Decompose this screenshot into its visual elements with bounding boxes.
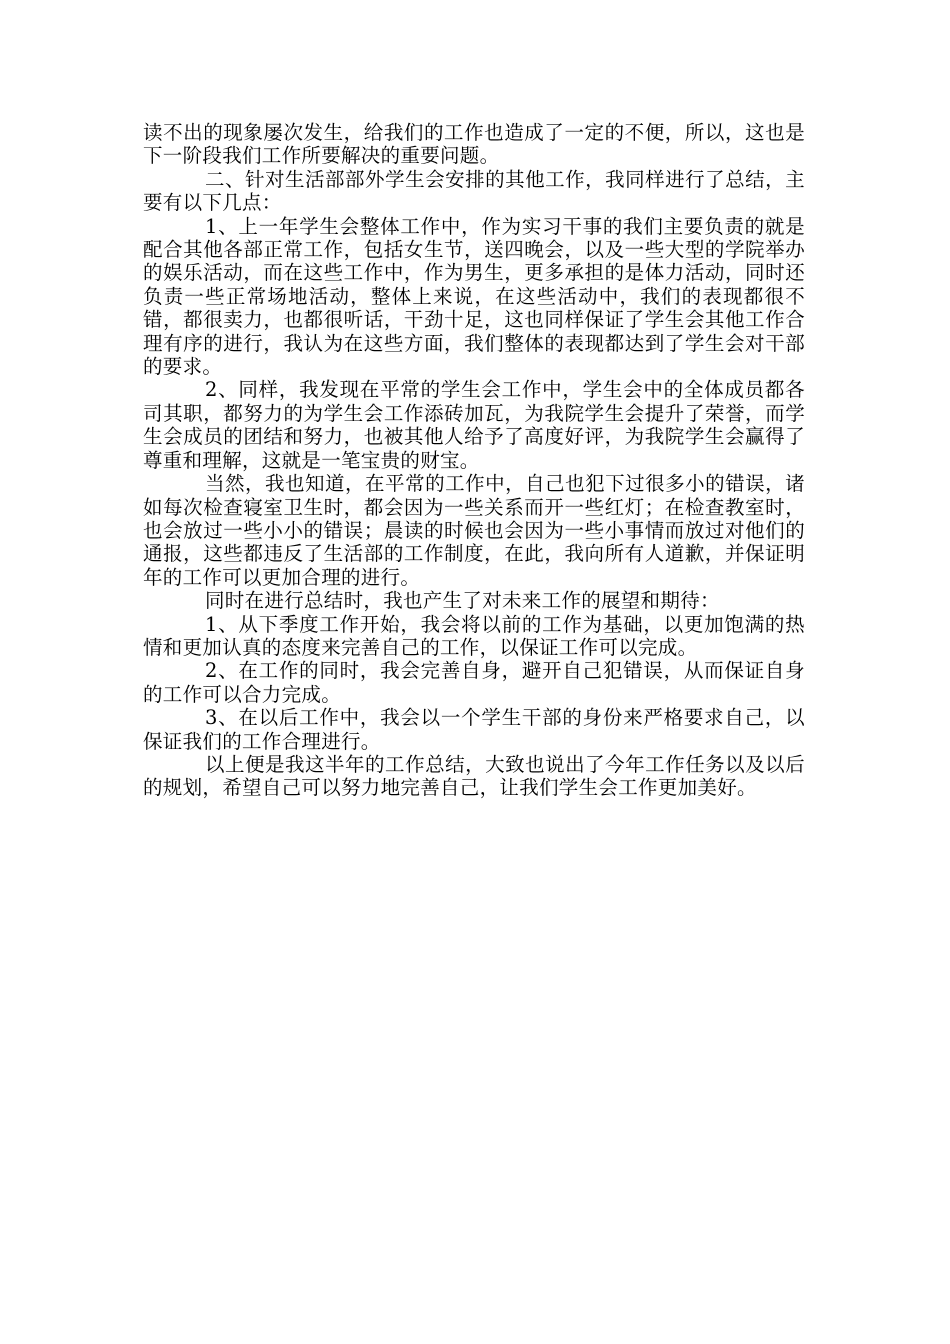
paragraph-point-one: 1、上一年学生会整体工作中，作为实习干事的我们主要负责的就是配合其他各部正常工作，包括女生节，送四晚会，以及一些大型的学院举办的娱乐活动，而在这些工作中，作为男生，更多承担的是体力活动，同时还负责一些正常场地活动，整体上来说，在这些活动中，我们的表现都很不错，都很卖力，也都很听话，干劲十足，这也同样保证了学生会其他工作合理有序的进行，我认为在这些方面，我们整体的表现都达到了学生会对干部的要求。: [143, 214, 805, 379]
paragraph-outlook-one: 1、从下季度工作开始，我会将以前的工作为基础，以更加饱满的热情和更加认真的态度来完善自己的工作，以保证工作可以完成。: [143, 612, 805, 659]
paragraph-continuation: 读不出的现象屡次发生，给我们的工作也造成了一定的不便，所以，这也是下一阶段我们工作所要解决的重要问题。: [143, 121, 805, 168]
paragraph-outlook-three: 3、在以后工作中，我会以一个学生干部的身份来严格要求自己，以保证我们的工作合理进行。: [143, 706, 805, 753]
paragraph-conclusion: 以上便是我这半年的工作总结，大致也说出了今年工作任务以及以后的规划，希望自己可以努力地完善自己，让我们学生会工作更加美好。: [143, 752, 805, 800]
paragraph-outlook-intro: 同时在进行总结时，我也产生了对未来工作的展望和期待：: [205, 589, 720, 613]
document-body: [143, 121, 805, 800]
paragraph-mistakes: 当然，我也知道，在平常的工作中，自己也犯下过很多小的错误，诸如每次检查寝室卫生时，都会因为一些关系而开一些红灯；在检查教室时，也会放过一些小小的错误；晨读的时候也会因为一些小事情而放过对他们的通报，这些都违反了生活部的工作制度，在此，我向所有人道歉，并保证明年的工作可以更加合理的进行。: [143, 472, 805, 589]
paragraph-point-two: 2、同样，我发现在平常的学生会工作中，学生会中的全体成员都各司其职，都努力的为学生会工作添砖加瓦，为我院学生会提升了荣誉，而学生会成员的团结和努力，也被其他人给予了高度好评，为我院学生会赢得了尊重和理解，这就是一笔宝贵的财宝。: [143, 378, 805, 472]
paragraph-section-two-intro: 二、针对生活部部外学生会安排的其他工作，我同样进行了总结，主要有以下几点：: [143, 167, 805, 215]
paragraph-outlook-two: 2、在工作的同时，我会完善自身，避开自己犯错误，从而保证自身的工作可以合力完成。: [143, 659, 805, 706]
